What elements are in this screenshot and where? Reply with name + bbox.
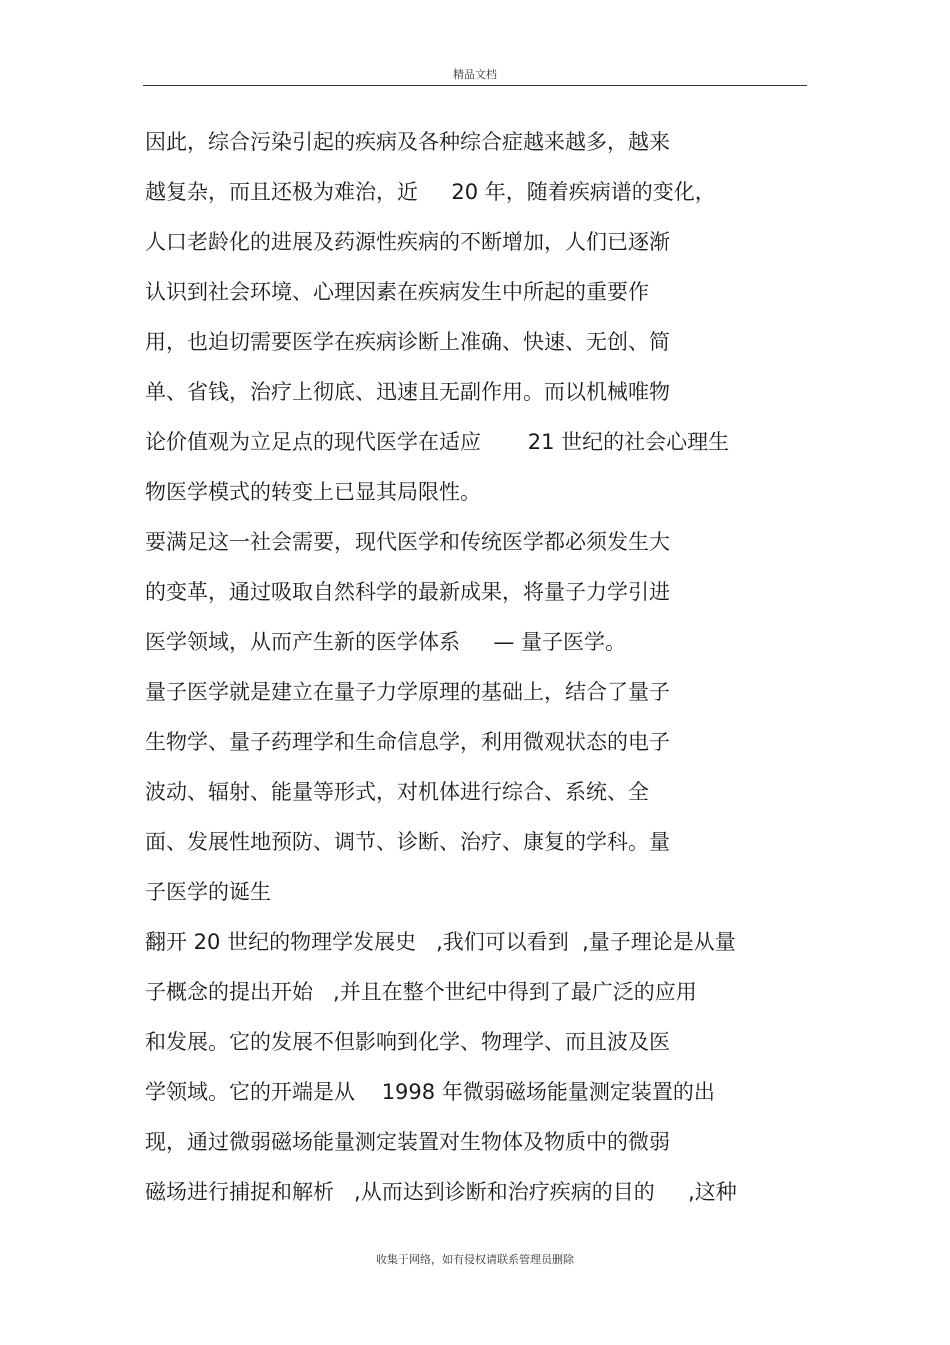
body-line: 量子医学就是建立在量子力学原理的基础上，结合了量子: [145, 680, 670, 704]
body-line: 物医学模式的转变上已显其局限性。: [145, 480, 481, 504]
body-line: 因此，综合污染引起的疾病及各种综合症越来越多，越来: [145, 130, 670, 154]
body-line: 面、发展性地预防、调节、诊断、治疗、康复的学科。量: [145, 830, 670, 854]
body-line: 人口老龄化的进展及药源性疾病的不断增加，人们已逐渐: [145, 230, 670, 254]
body-line: 越复杂，而且还极为难治，近 20 年，随着疾病谱的变化，: [145, 180, 716, 204]
document-body: [145, 120, 825, 1220]
body-line: 和发展。它的发展不但影响到化学、物理学、而且波及医: [145, 1030, 670, 1054]
body-line: 子概念的提出开始 ,并且在整个世纪中得到了最广泛的应用: [145, 980, 697, 1004]
body-line: 现，通过微弱磁场能量测定装置对生物体及物质中的微弱: [145, 1130, 670, 1154]
body-line: 单、省钱，治疗上彻底、迅速且无副作用。而以机械唯物: [145, 380, 670, 404]
body-line: 论价值观为立足点的现代医学在适应 21 世纪的社会心理生: [145, 430, 730, 454]
body-line: 医学领域，从而产生新的医学体系 — 量子医学。: [145, 630, 627, 654]
body-line: 学领域。它的开端是从 1998 年微弱磁场能量测定装置的出: [145, 1080, 715, 1104]
body-line: 子医学的诞生: [145, 880, 271, 904]
body-line: 的变革，通过吸取自然科学的最新成果，将量子力学引进: [145, 580, 670, 604]
body-line: 认识到社会环境、心理因素在疾病发生中所起的重要作: [145, 280, 649, 304]
body-line: 要满足这一社会需要，现代医学和传统医学都必须发生大: [145, 530, 670, 554]
body-line: 生物学、量子药理学和生命信息学，利用微观状态的电子: [145, 730, 670, 754]
body-line: 波动、辐射、能量等形式，对机体进行综合、系统、全: [145, 780, 649, 804]
page-footer-label: 收集于网络，如有侵权请联系管理员删除: [376, 1253, 574, 1266]
body-line: 磁场进行捕捉和解析 ,从而达到诊断和治疗疾病的目的 ,这种: [145, 1180, 737, 1204]
body-line: 用，也迫切需要医学在疾病诊断上准确、快速、无创、简: [145, 330, 670, 354]
page-header-label: 精品文档: [453, 68, 497, 81]
body-line: 翻开 20 世纪的物理学发展史 ,我们可以看到 ,量子理论是从量: [145, 930, 736, 954]
header-divider: [143, 85, 807, 86]
